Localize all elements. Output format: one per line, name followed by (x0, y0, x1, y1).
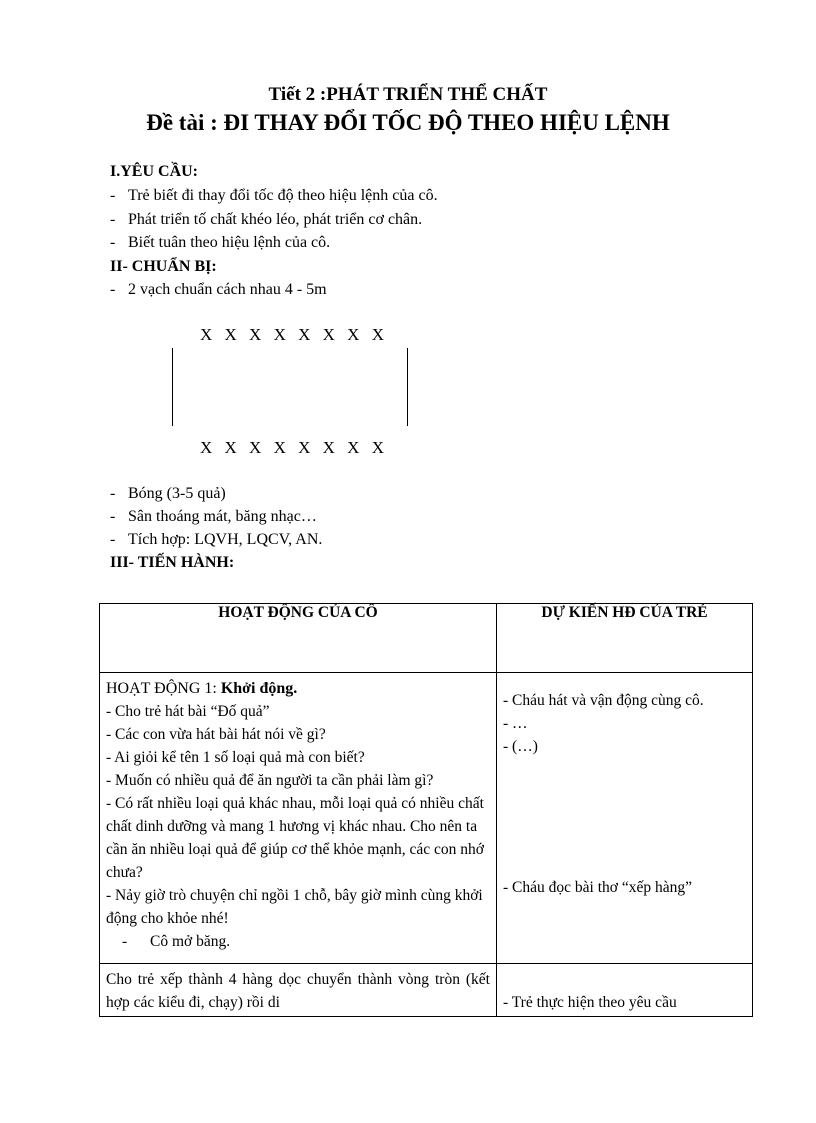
activity-line: - Nảy giờ trò chuyện chỉ ngồi 1 chỗ, bây giờ mình cùng khởi động cho khỏe nhé! (106, 887, 483, 927)
header-child-activity: DỰ KIẾN HĐ CỦA TRẺ (497, 604, 753, 673)
topic-title: Đề tài : ĐI THAY ĐỔI TỐC ĐỘ THEO HIỆU LỆNH (146, 110, 670, 135)
activity-heading: HOẠT ĐỘNG 1: Khởi động. (106, 680, 298, 697)
header-teacher-activity: HOẠT ĐỘNG CỦA CÔ (100, 604, 497, 673)
response-line: - Cháu đọc bài thơ “xếp hàng” (503, 879, 692, 896)
activity-line: - Muốn có nhiều quả để ăn người ta cần phải làm gì? (106, 772, 434, 789)
teacher-activity-cell (100, 964, 497, 1017)
section-heading-procedure: III- TIẾN HÀNH: (110, 554, 235, 571)
list-item: - Phát triển tố chất khéo léo, phát triển cơ chân. (110, 211, 423, 228)
lesson-title: Tiết 2 :PHÁT TRIỂN THỂ CHẤT (268, 84, 548, 105)
teacher-activity-cell (100, 673, 497, 964)
list-item: - Sân thoáng mát, băng nhạc… (110, 508, 317, 525)
list-item: - 2 vạch chuẩn cách nhau 4 - 5m (110, 281, 327, 298)
response-line: - Trẻ thực hiện theo yêu cầu (503, 994, 677, 1011)
child-activity-cell (497, 964, 753, 1017)
diagram-right-line (407, 348, 408, 426)
activity-line: - Có rất nhiều loại quả khác nhau, mỗi loại quả có nhiều chất chất dinh dưỡng và mang 1 hương vị khác nhau. Cho nên ta cần ăn nhiều loại quả để giúp cơ thể khỏe mạnh, các con nhớ chưa? (106, 795, 484, 881)
activity-line: Cho trẻ xếp thành 4 hàng dọc chuyển thành vòng tròn (kết hợp các kiểu đi, chạy) rồi di (106, 971, 490, 1011)
list-item: - Bóng (3-5 quả) (110, 485, 226, 502)
activity-line: - Cho trẻ hát bài “Đố quả” (106, 703, 270, 720)
response-line: - Cháu hát và vận động cùng cô. (503, 692, 704, 709)
activity-line: - Các con vừa hát bài hát nói về gì? (106, 726, 326, 743)
response-line: - (…) (503, 738, 538, 755)
activity-table (99, 603, 753, 1017)
section-heading-preparation: II- CHUẨN BỊ: (110, 258, 217, 275)
diagram-top-row: X X X X X X X X (200, 325, 388, 344)
response-line: - … (503, 715, 528, 732)
diagram-left-line (172, 348, 173, 426)
list-item: - Biết tuân theo hiệu lệnh của cô. (110, 234, 331, 251)
table-row (100, 964, 753, 1017)
table-header-row (100, 604, 753, 673)
activity-sub-line: - Cô mở băng. (122, 933, 231, 950)
list-item: - Trẻ biết đi thay đổi tốc độ theo hiệu lệnh của cô. (110, 187, 438, 204)
section-heading-requirements: I.YÊU CẦU: (110, 163, 198, 180)
list-item: - Tích hợp: LQVH, LQCV, AN. (110, 531, 323, 548)
activity-line: - Ai giỏi kể tên 1 số loại quả mà con biết? (106, 749, 365, 766)
child-activity-cell (497, 673, 753, 964)
table-row (100, 673, 753, 964)
diagram-bottom-row: X X X X X X X X (200, 438, 388, 457)
